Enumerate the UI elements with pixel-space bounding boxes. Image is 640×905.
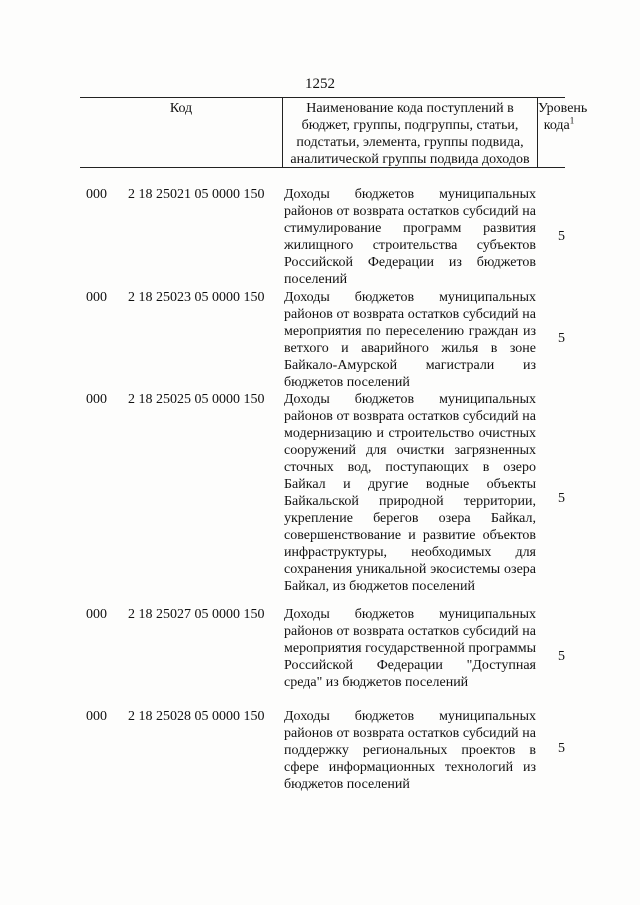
header-level	[538, 100, 588, 134]
header-level-line2: кода$^1$	[543, 115, 575, 133]
admin-code: 000	[86, 709, 107, 724]
income-name: Доходы бюджетов муниципальных районов от возврата остатков субсидий на мероприятия по переселению граждан из ветхого и аварийного жилья в зоне Байкало-Амурской магистрали из бюджетов поселений	[284, 290, 536, 390]
header-name-line: бюджет, группы, подгруппы, статьи,	[301, 118, 519, 133]
income-code: 2 18 25021 05 0000 150	[128, 187, 265, 202]
footnote-mark: 1	[569, 115, 575, 126]
admin-code: 000	[86, 187, 107, 202]
header-name-line: подстатьи, элемента, группы подвида,	[296, 135, 524, 150]
income-name: Доходы бюджетов муниципальных районов от возврата остатков субсидий на стимулирование программ развития жилищного строительства субъектов Российской Федерации из бюджетов поселений	[284, 187, 536, 287]
header-level-line: Уровень	[538, 101, 588, 116]
table-row	[86, 708, 586, 794]
header-code: Код	[169, 101, 193, 116]
income-name: Доходы бюджетов муниципальных районов от возврата остатков субсидий на мероприятия государственной программы Российской Федерации "Доступная среда" из бюджетов поселений	[284, 607, 536, 690]
income-code: 2 18 25023 05 0000 150	[128, 290, 265, 305]
admin-code: 000	[86, 290, 107, 305]
table-row	[86, 391, 586, 605]
admin-code: 000	[86, 607, 107, 622]
page-number: 1252	[305, 76, 335, 92]
code-level: 5	[558, 741, 565, 756]
table-row	[86, 289, 586, 391]
code-level: 5	[558, 649, 565, 664]
header-name-line: Наименование кода поступлений в	[306, 101, 514, 116]
income-name: Доходы бюджетов муниципальных районов от возврата остатков субсидий на поддержку региональных проектов в сфере информационных технологий из бюджетов поселений	[284, 709, 536, 792]
header-name-line: аналитической группы подвида доходов	[290, 152, 530, 167]
table-row	[86, 606, 586, 708]
table-header	[80, 97, 588, 168]
admin-code: 000	[86, 392, 107, 407]
code-level: 5	[558, 491, 565, 506]
income-code: 2 18 25025 05 0000 150	[128, 392, 265, 407]
code-level: 5	[558, 331, 565, 346]
income-code: 2 18 25028 05 0000 150	[128, 709, 265, 724]
code-level: 5	[558, 229, 565, 244]
income-code: 2 18 25027 05 0000 150	[128, 607, 265, 622]
income-name: Доходы бюджетов муниципальных районов от возврата остатков субсидий на модернизацию и строительство очистных сооружений для очистки загрязненных сточных вод, поступающих в озеро Байкал и другие водные объекты Байкальской природной территории, укрепление берегов озера Байкал, совершенствование и развитие объектов инфраструктуры, необходимых для сохранения уникальной экосистемы озера Байкал, из бюджетов поселений	[284, 392, 536, 594]
table-row	[86, 186, 586, 288]
header-name	[283, 100, 537, 168]
